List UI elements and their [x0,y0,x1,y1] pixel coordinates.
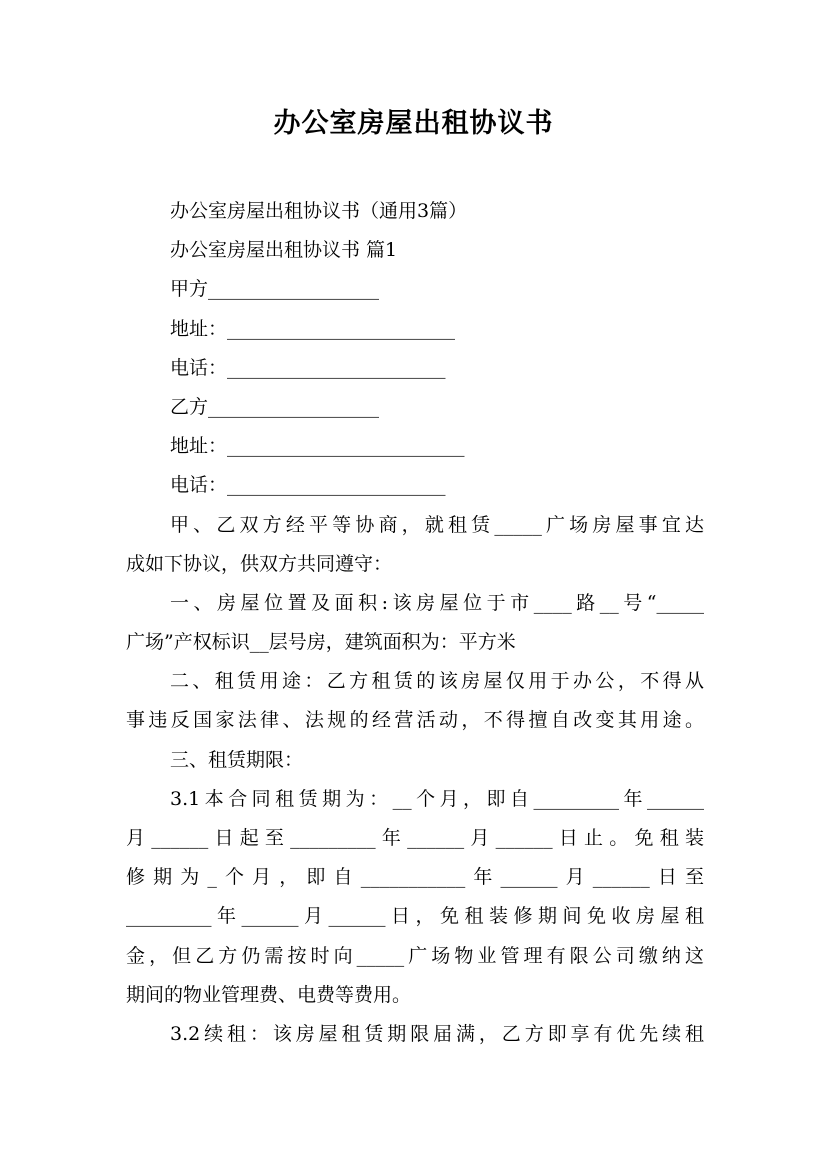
text-line: 修期为_个月，即自___________年______月______日至 [126,866,704,889]
text-line: 甲、乙双方经平等协商，就租赁_____广场房屋事宜达 [170,513,704,536]
text-line: 二、租赁用途：乙方租赁的该房屋仅用于办公，不得从 [170,670,704,693]
text-line: 三、租赁期限： [170,748,304,771]
text-line: 3.1本合同租赁期为：__个月，即自_________年______ [170,787,704,810]
text-line: 办公室房屋出租协议书 篇1 [170,239,398,262]
text-line: 地址：_________________________ [170,435,465,458]
text-line: 一、房屋位置及面积:该房屋位于市____路__号“_____ [170,591,704,614]
text-line: 甲方__________________ [170,278,380,301]
text-line: 乙方__________________ [170,395,380,418]
text-line: 事违反国家法律、法规的经营活动，不得擅自改变其用途。 [126,709,704,732]
text-line: 电话：_______________________ [170,356,446,379]
text-line: 广场”产权标识__层号房，建筑面积为：平方米 [126,631,516,654]
text-line: 成如下协议，供双方共同遵守： [126,552,393,575]
text-line: 月______日起至_________年______月______日止。免租装 [126,827,704,849]
text-line: 金，但乙方仍需按时向_____广场物业管理有限公司缴纳这 [126,944,704,967]
text-line: 办公室房屋出租协议书（通用3篇） [170,200,468,222]
text-line: 3.2续租：该房屋租赁期限届满，乙方即享有优先续租 [170,1022,704,1045]
text-line: 电话：_______________________ [170,474,446,497]
text-line: 期间的物业管理费、电费等费用。 [126,983,412,1006]
text-line: _________年______月______日，免租装修期间免收房屋租 [126,905,704,928]
text-line: 地址：________________________ [170,317,456,340]
document-body [126,192,704,1054]
document-title: 办公室房屋出租协议书 [273,108,554,139]
